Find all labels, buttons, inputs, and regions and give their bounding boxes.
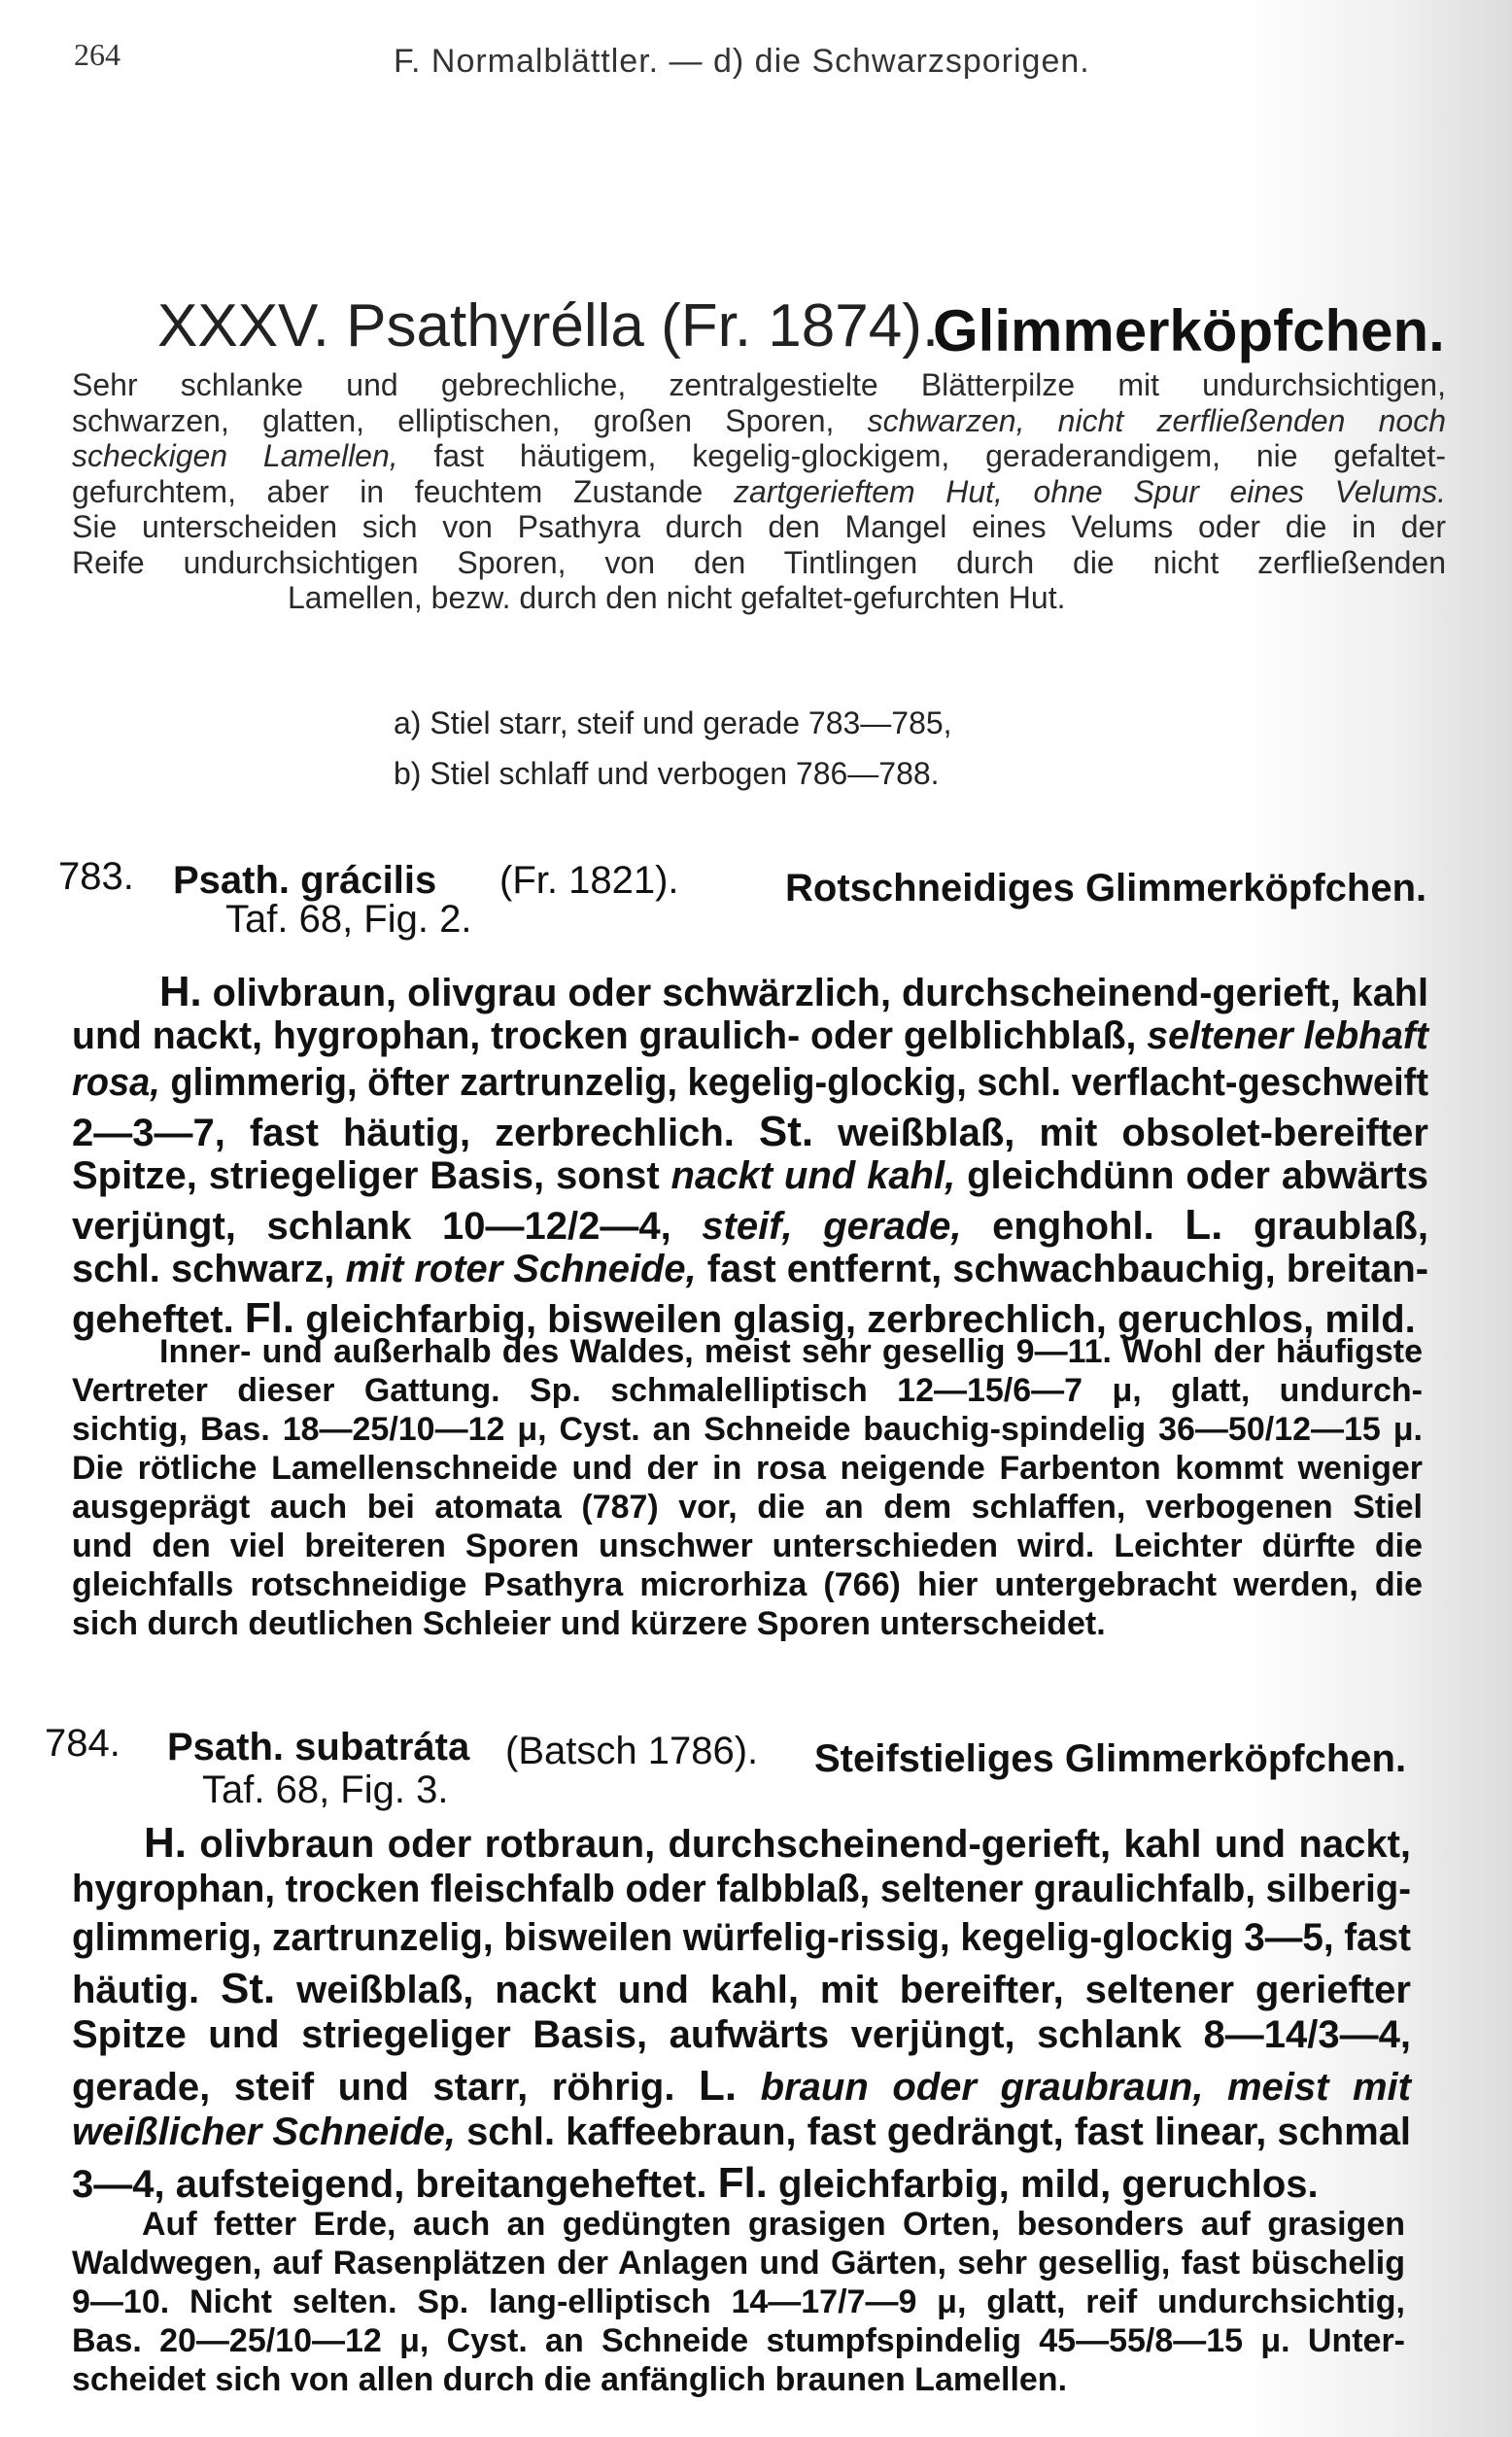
- description-line: [72, 2159, 1319, 2208]
- notes-line: [159, 1333, 1423, 1371]
- description-line: [72, 1108, 1428, 1156]
- species-common-name: Rotschneidiges Glimmerköpfchen.: [785, 867, 1427, 910]
- notes-line: [72, 1450, 1423, 1488]
- text-run: geheftet.: [72, 1298, 245, 1341]
- text-run: scheidet sich von allen durch die anfänglich braunen Lamellen.: [72, 2361, 1068, 2398]
- text-run: glimmerig, zartrunzelig, bisweilen würfelig-rissig, kegelig-glockig 3—5, fast: [72, 1916, 1411, 1959]
- notes-line: [72, 1372, 1423, 1410]
- text-run: Auf fetter Erde, auch an gedüngten grasigen Orten, besonders auf grasigen: [142, 2206, 1405, 2243]
- notes-line: [72, 2361, 1067, 2399]
- notes-line: [72, 1605, 1106, 1643]
- notes-line: [72, 2283, 1405, 2321]
- notes-line: [72, 2245, 1405, 2283]
- intro-line: [72, 403, 1446, 439]
- section-label: H.: [144, 1819, 187, 1867]
- text-run: [737, 2066, 761, 2109]
- text-run: Die rötliche Lamellenschneide und der in rosa neigende Farbenton kommt weniger: [72, 1450, 1423, 1487]
- description-line: [72, 1965, 1411, 2013]
- text-run: sichtig, Bas. 18—25/10—12 μ, Cyst. an Schneide bauchig-spindelig 36—50/12—15 μ.: [72, 1411, 1423, 1448]
- text-run: Bas. 20—25/10—12 μ, Cyst. an Schneide stumpfspindelig 45—55/8—15 μ. Unter-: [72, 2322, 1405, 2359]
- genus-title: XXXV. Psathyrélla (Fr. 1874).: [157, 292, 940, 360]
- species-common-name: Steifstieliges Glimmerköpfchen.: [814, 1737, 1407, 1780]
- text-run: 9—10. Nicht selten. Sp. lang-elliptisch 14—17/7—9 μ, glatt, reif undurchsichtig,: [72, 2283, 1405, 2320]
- text-run: sich durch deutlichen Schleier und kürzere Sporen unterscheidet.: [72, 1605, 1106, 1642]
- text-run: gleichfalls rotschneidige Psathyra microrhiza (766) hier untergebracht werden, die: [72, 1566, 1423, 1603]
- emphasis-text: zartgerieftem Hut, ohne Spur eines Velums.: [733, 473, 1447, 509]
- text-run: verjüngt, schlank 10—12/2—4,: [72, 1205, 703, 1248]
- description-line: [72, 1868, 1467, 1911]
- description-line: [72, 1201, 1428, 1250]
- text-run: Sie unterscheiden sich von Psathyra durch den Mangel eines Velums oder die in der: [72, 509, 1446, 544]
- description-line: [144, 1819, 1411, 1868]
- intro-line: [72, 438, 1446, 474]
- text-run: weißblaß, nackt und kahl, mit bereifter, seltener geriefter: [275, 1969, 1411, 2011]
- text-run: glimmerig, öfter zartrunzelig, kegelig-glockig, schl. verflacht-geschweift: [159, 1061, 1428, 1104]
- description-line: [72, 1154, 1428, 1198]
- description-line: [72, 1916, 1459, 1960]
- text-run: gleichfarbig, mild, geruchlos.: [767, 2163, 1319, 2206]
- emphasis-text: mit roter Schneide,: [345, 1248, 697, 1290]
- text-run: Spitze und striegeliger Basis, aufwärts verjüngt, schlank 8—14/3—4,: [72, 2013, 1411, 2056]
- section-label: Fl.: [244, 1294, 295, 1342]
- text-run: olivbraun, olivgrau oder schwärzlich, durchscheinend-gerieft, kahl: [201, 972, 1428, 1014]
- notes-line: [142, 2206, 1405, 2244]
- notes-line: [72, 1411, 1423, 1449]
- description-line: [72, 1014, 1457, 1058]
- text-run: gleichdünn oder abwärts: [955, 1154, 1429, 1197]
- section-label: H.: [159, 968, 202, 1015]
- emphasis-text: schwarzen, nicht zerfließenden noch: [867, 402, 1447, 438]
- text-run: schl. schwarz,: [72, 1248, 346, 1290]
- emphasis-text: scheckigen Lamellen,: [72, 438, 398, 473]
- text-run: Inner- und außerhalb des Waldes, meist sehr gesellig 9—11. Wohl der häufigste: [159, 1333, 1423, 1370]
- plate-reference: Taf. 68, Fig. 2.: [225, 898, 472, 941]
- text-run: und den viel breiteren Sporen unschwer unterschieden wird. Leichter dürfte die: [72, 1527, 1423, 1564]
- notes-line: [72, 1566, 1423, 1604]
- intro-line: [288, 580, 1065, 616]
- intro-line: [72, 545, 1446, 581]
- description-line: [72, 1248, 1432, 1291]
- text-run: schl. kaffeebraun, fast gedrängt, fast linear, schmal: [455, 2111, 1411, 2153]
- section-label: Fl.: [717, 2159, 768, 2207]
- text-run: 2—3—7, fast häutig, zerbrechlich.: [72, 1112, 759, 1154]
- description-line: [72, 1061, 1499, 1105]
- description-line: [72, 2013, 1411, 2057]
- text-run: Reife undurchsichtigen Sporen, von den Tintlingen durch die nicht zerfließenden: [72, 544, 1446, 580]
- text-run: Waldwegen, auf Rasenplätzen der Anlagen und Gärten, sehr gesellig, fast büschelig: [72, 2245, 1405, 2282]
- emphasis-text: weißlicher Schneide,: [72, 2111, 456, 2153]
- section-label: L.: [1185, 1201, 1223, 1249]
- species-name: Psath. subatráta: [167, 1726, 470, 1768]
- running-header: F. Normalblättler. — d) die Schwarzsporigen.: [394, 43, 1090, 80]
- key-item-a: a) Stiel starr, steif und gerade 783—785,: [394, 705, 952, 740]
- text-run: und nackt, hygrophan, trocken graulich- oder gelblichblaß,: [72, 1014, 1148, 1057]
- section-label: L.: [699, 2062, 738, 2110]
- emphasis-text: rosa,: [72, 1061, 160, 1104]
- plate-reference: Taf. 68, Fig. 3.: [202, 1768, 449, 1811]
- description-line: [72, 2111, 1413, 2154]
- species-number: 784.: [45, 1722, 120, 1765]
- text-run: fast häutigem, kegelig-glockigem, geraderandigem, nie gefaltet-: [397, 438, 1447, 473]
- intro-line: [72, 474, 1446, 510]
- description-line: [72, 2062, 1411, 2111]
- species-number: 783.: [58, 855, 134, 898]
- emphasis-text: nackt und kahl,: [670, 1154, 956, 1197]
- notes-line: [72, 1489, 1423, 1527]
- section-label: St.: [221, 1965, 276, 2012]
- text-run: weißblaß, mit obsolet-bereifter: [813, 1112, 1428, 1154]
- emphasis-text: steif, gerade,: [702, 1205, 962, 1248]
- text-run: schwarzen, glatten, elliptischen, großen Sporen,: [72, 402, 868, 438]
- text-run: ausgeprägt auch bei atomata (787) vor, die an dem schlaffen, verbogenen Stiel: [72, 1489, 1423, 1526]
- notes-line: [72, 1527, 1423, 1565]
- text-run: hygrophan, trocken fleischfalb oder falbblaß, seltener graulichfalb, silberig-: [72, 1868, 1411, 1910]
- key-item-b: b) Stiel schlaff und verbogen 786—788.: [394, 756, 940, 791]
- intro-line: [72, 509, 1446, 545]
- emphasis-text: braun oder graubraun, meist mit: [760, 2066, 1411, 2109]
- text-run: gleichfarbig, bisweilen glasig, zerbrechlich, geruchlos, mild.: [294, 1298, 1416, 1341]
- page-number: 264: [74, 37, 120, 72]
- text-run: fast entfernt, schwachbauchig, breitan-: [696, 1248, 1428, 1290]
- emphasis-text: seltener lebhaft: [1147, 1014, 1428, 1057]
- text-run: Vertreter dieser Gattung. Sp. schmalelliptisch 12—15/6—7 μ, glatt, undurch-: [72, 1372, 1423, 1409]
- species-author: (Batsch 1786).: [505, 1730, 759, 1772]
- text-run: häutig.: [72, 1969, 221, 2011]
- text-run: enghohl.: [961, 1205, 1186, 1248]
- text-run: gefurchtem, aber in feuchtem Zustande: [72, 473, 734, 509]
- section-label: St.: [758, 1108, 814, 1155]
- text-run: olivbraun oder rotbraun, durchscheinend-gerieft, kahl und nackt,: [187, 1823, 1411, 1866]
- text-run: gerade, steif und starr, röhrig.: [72, 2066, 700, 2109]
- species-name: Psath. grácilis: [173, 859, 437, 902]
- text-run: Lamellen, bezw. durch den nicht gefaltet-gefurchten Hut.: [288, 580, 1066, 615]
- text-run: 3—4, aufsteigend, breitangeheftet.: [72, 2163, 718, 2206]
- text-run: Sehr schlanke und gebrechliche, zentralgestielte Blätterpilze mit undurchsichtigen,: [72, 367, 1446, 402]
- description-line: [159, 968, 1440, 1016]
- genus-common-name: Glimmerköpfchen.: [933, 298, 1445, 363]
- species-author: (Fr. 1821).: [499, 859, 679, 902]
- text-run: Spitze, striegeliger Basis, sonst: [72, 1154, 671, 1197]
- intro-line: [72, 367, 1446, 403]
- text-run: graublaß,: [1222, 1205, 1428, 1248]
- notes-line: [72, 2322, 1405, 2360]
